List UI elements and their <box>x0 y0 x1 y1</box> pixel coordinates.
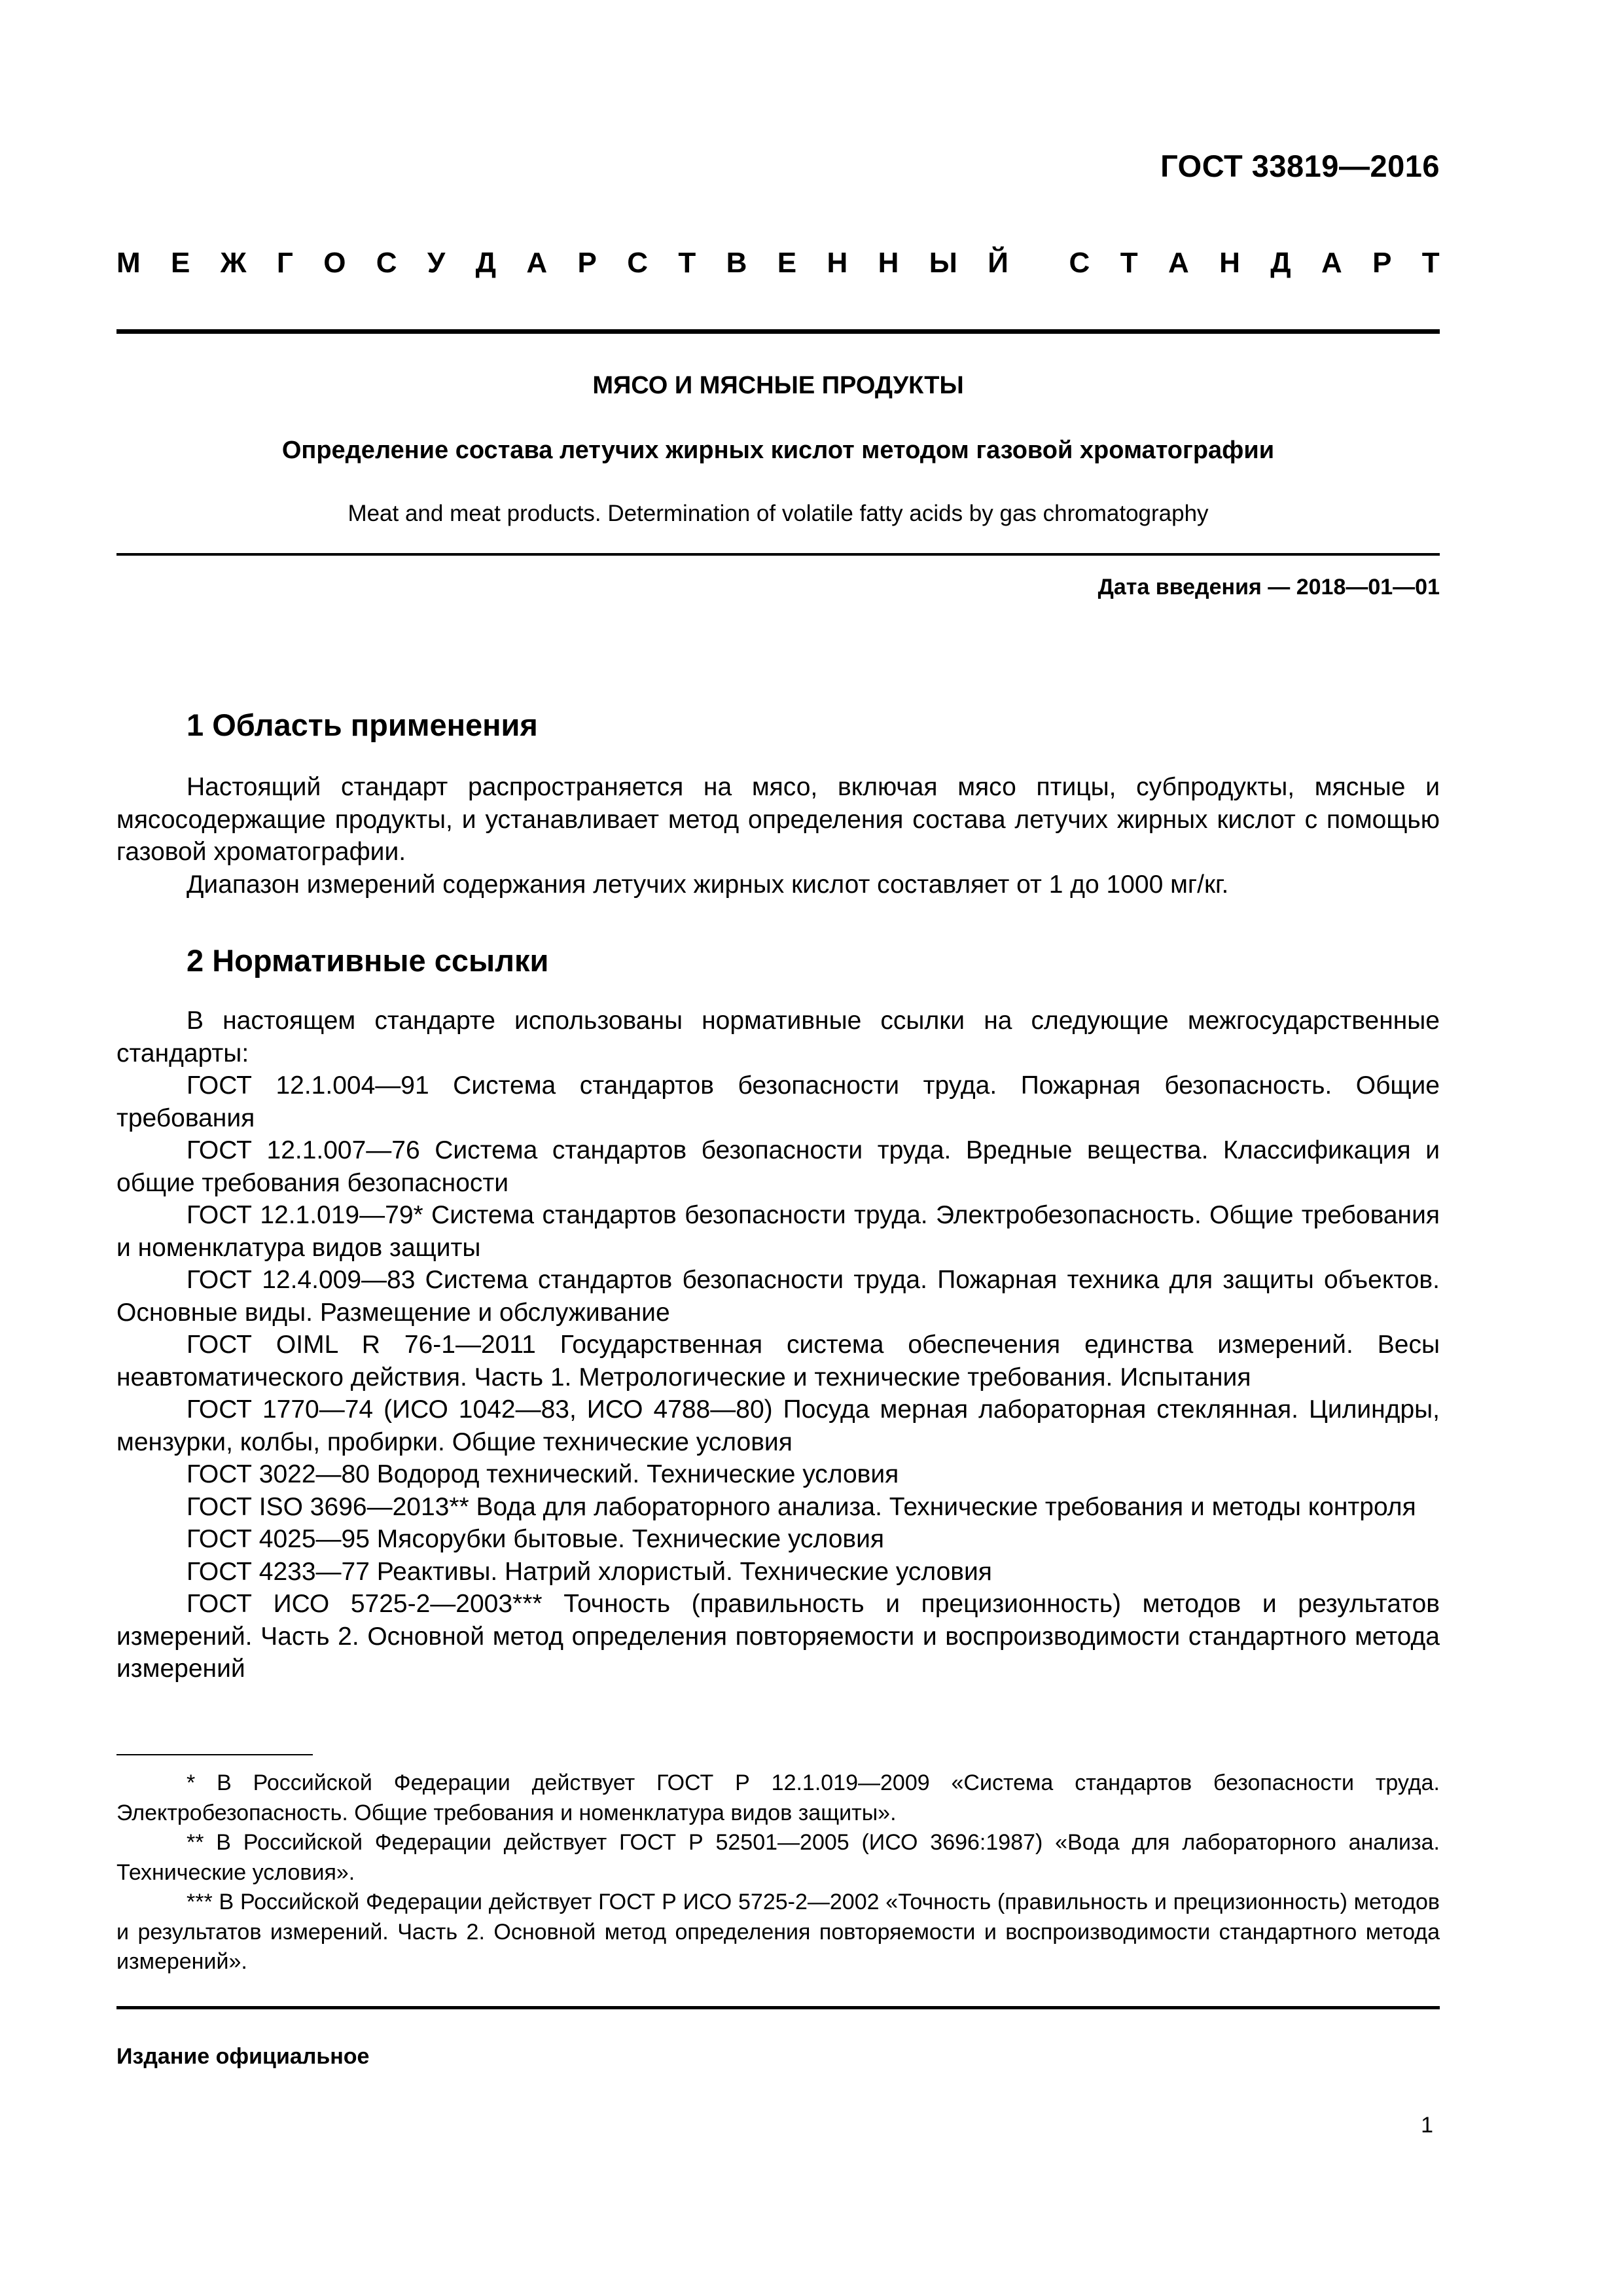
interstate-letter: Й <box>988 247 1008 279</box>
interstate-letter: Т <box>1120 247 1138 279</box>
footer-divider <box>116 2006 1440 2009</box>
section-1-heading: 1 Область применения <box>187 708 538 742</box>
document-title-english: Meat and meat products. Determination of volatile fatty acids by gas chromatography <box>348 501 1209 526</box>
interstate-letter: А <box>1168 247 1189 279</box>
section-1-body <box>116 771 1440 901</box>
header-divider <box>116 329 1440 334</box>
interstate-letter: М <box>116 247 141 279</box>
normative-reference: ГОСТ 4233—77 Реактивы. Натрий хлористый. Технические условия <box>187 1557 992 1586</box>
interstate-standard-label <box>116 247 1440 279</box>
footnote: * В Российской Федерации действует ГОСТ Р 12.1.019—2009 «Система стандартов безопасности труда. Электробезопасность. Общие требования и номенклатура видов защиты». <box>116 1770 1440 1825</box>
normative-reference: ГОСТ 12.1.004—91 Система стандартов безопасности труда. Пожарная безопасность. Общие требования <box>116 1071 1440 1132</box>
interstate-letter: Г <box>276 247 293 279</box>
interstate-letter: С <box>627 247 649 279</box>
normative-reference: ГОСТ OIML R 76-1—2011 Государственная система обеспечения единства измерений. Весы неавтоматического действия. Часть 1. Метрологические и технические требования. Испытания <box>116 1331 1440 1391</box>
interstate-letter: Д <box>475 247 497 279</box>
page-number: 1 <box>1421 2113 1433 2138</box>
normative-reference: ГОСТ 4025—95 Мясорубки бытовые. Технические условия <box>187 1525 885 1553</box>
interstate-letter: А <box>1321 247 1342 279</box>
normative-reference: ГОСТ 1770—74 (ИСО 1042—83, ИСО 4788—80) Посуда мерная лабораторная стеклянная. Цилиндры, мензурки, колбы, пробирки. Общие технические условия <box>116 1395 1440 1456</box>
introduction-date: Дата введения — 2018—01—01 <box>1097 575 1440 600</box>
footnotes <box>116 1768 1440 1977</box>
section-1-paragraph: Настоящий стандарт распространяется на мясо, включая мясо птицы, субпродукты, мясные и мясосодержащие продукты, и устанавливает метод определения состава летучих жирных кислот с помощью газовой хроматографии. <box>116 773 1440 866</box>
document-title: МЯСО И МЯСНЫЕ ПРОДУКТЫ <box>592 372 964 399</box>
normative-reference: ГОСТ ИСО 5725-2—2003*** Точность (правильность и прецизионность) методов и результатов измерений. Часть 2. Основной метод определения повторяемости и воспроизводимости стандартного метода измерений <box>116 1590 1440 1683</box>
normative-reference: ГОСТ ISO 3696—2013** Вода для лабораторного анализа. Технические требования и методы контроля <box>187 1492 1416 1521</box>
section-2-paragraph: В настоящем стандарте использованы нормативные ссылки на следующие межгосударственные стандарты: <box>116 1007 1440 1067</box>
normative-reference: ГОСТ 12.4.009—83 Система стандартов безопасности труда. Пожарная техника для защиты объектов. Основные виды. Размещение и обслуживание <box>116 1266 1440 1327</box>
footnote: ** В Российской Федерации действует ГОСТ Р 52501—2005 (ИСО 3696:1987) «Вода для лабораторного анализа. Технические условия». <box>116 1830 1440 1885</box>
interstate-letter: В <box>726 247 747 279</box>
official-edition-label: Издание официальное <box>116 2044 370 2069</box>
interstate-letter: Д <box>1270 247 1291 279</box>
normative-reference: ГОСТ 12.1.007—76 Система стандартов безопасности труда. Вредные вещества. Классификация и общие требования безопасности <box>116 1136 1440 1197</box>
normative-reference: ГОСТ 12.1.019—79* Система стандартов безопасности труда. Электробезопасность. Общие требования и номенклатура видов защиты <box>116 1201 1440 1262</box>
standard-number: ГОСТ 33819—2016 <box>1160 149 1440 183</box>
interstate-letter: У <box>427 247 446 279</box>
section-2-body <box>116 1005 1440 1685</box>
interstate-letter: Ы <box>929 247 957 279</box>
interstate-letter: Р <box>577 247 597 279</box>
interstate-letter: С <box>376 247 397 279</box>
interstate-letter: Ж <box>220 247 247 279</box>
interstate-letter: Н <box>1219 247 1240 279</box>
interstate-letter: Т <box>1421 247 1440 279</box>
interstate-letter: Н <box>827 247 848 279</box>
interstate-letter: С <box>1069 247 1090 279</box>
section-1-paragraph: Диапазон измерений содержания летучих жирных кислот составляет от 1 до 1000 мг/кг. <box>187 870 1229 899</box>
footnote-divider <box>116 1754 313 1755</box>
interstate-letter: Е <box>171 247 190 279</box>
interstate-letter: А <box>526 247 548 279</box>
interstate-letter: Р <box>1372 247 1392 279</box>
normative-reference: ГОСТ 3022—80 Водород технический. Технические условия <box>187 1460 899 1488</box>
document-subtitle: Определение состава летучих жирных кислот методом газовой хроматографии <box>281 437 1275 464</box>
interstate-letter: Н <box>878 247 899 279</box>
interstate-letter: Т <box>678 247 696 279</box>
title-divider <box>116 553 1440 556</box>
footnote: *** В Российской Федерации действует ГОСТ Р ИСО 5725-2—2002 «Точность (правильность и прецизионность) методов и результатов измерений. Часть 2. Основной метод определения повторяемости и воспроизводимости стандартного метода измерений». <box>116 1890 1440 1974</box>
interstate-letter: О <box>323 247 346 279</box>
interstate-letter: Е <box>777 247 797 279</box>
section-2-heading: 2 Нормативные ссылки <box>187 943 549 978</box>
